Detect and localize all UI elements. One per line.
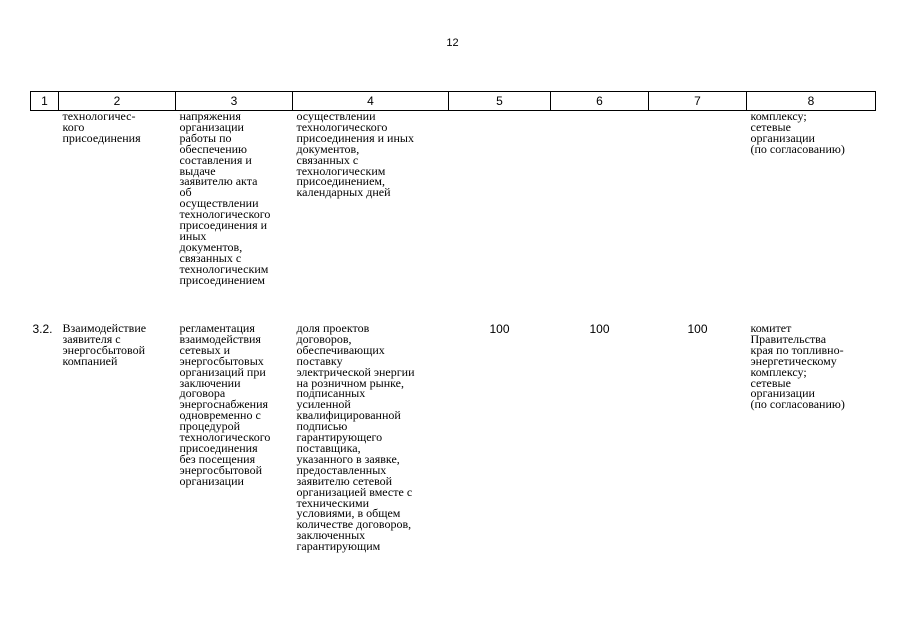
responsible-party: комплексу; сетевые организации (по согласованию) xyxy=(750,110,845,156)
responsible-party: комитет Правительства края по топливно- энергетическому комплексу; сетевые организации (по согласованию) xyxy=(750,323,845,412)
activity-description: напряжения организации работы по обеспечению составления и выдаче заявителю акта об осуществлении технологического присоединения и иных документов, связанных с технологическим присоединением xyxy=(179,110,271,287)
column-header-2: 2 xyxy=(59,92,176,111)
column-header-8: 8 xyxy=(747,92,876,111)
page-number: 12 xyxy=(446,37,459,49)
column-header-7: 7 xyxy=(649,92,747,111)
value-col5 xyxy=(449,111,551,324)
row-index xyxy=(31,111,59,324)
activity-name: технологичес- кого присоединения xyxy=(62,110,141,145)
value-col7 xyxy=(649,111,747,324)
table-header-row xyxy=(31,92,876,111)
indicator-description: осуществлении технологического присоединения и иных документов, связанных с технологическим присоединением, календарных дней xyxy=(296,110,414,200)
column-header-3: 3 xyxy=(176,92,293,111)
value-col6 xyxy=(551,111,649,324)
column-header-6: 6 xyxy=(551,92,649,111)
column-header-1: 1 xyxy=(31,92,59,111)
table-row xyxy=(31,111,876,324)
column-header-4: 4 xyxy=(293,92,449,111)
row-index: 3.2. xyxy=(32,323,53,336)
plan-table xyxy=(30,91,876,593)
value-col7: 100 xyxy=(687,323,708,336)
value-col6: 100 xyxy=(589,323,610,336)
activity-name: Взаимодействие заявителя с энергосбытовой компанией xyxy=(62,323,147,368)
activity-description: регламентация взаимодействия сетевых и энергосбытовых организаций при заключении договора энергоснабжения одновременно с процедурой технологического присоединения без посещения энергосбытовой организации xyxy=(179,323,271,488)
indicator-description: доля проектов договоров, обеспечивающих поставку электрической энергии на розничном рынке, подписанных усиленной квалифицированной подписью гарантирующего поставщика, указанного в заявке, предоставленных заявителю сетевой организацией вместе с техническими условиями, в общем количестве договоров, заключенных гарантирующим xyxy=(296,323,415,554)
table-row xyxy=(31,323,876,593)
value-col5: 100 xyxy=(489,323,510,336)
column-header-5: 5 xyxy=(449,92,551,111)
